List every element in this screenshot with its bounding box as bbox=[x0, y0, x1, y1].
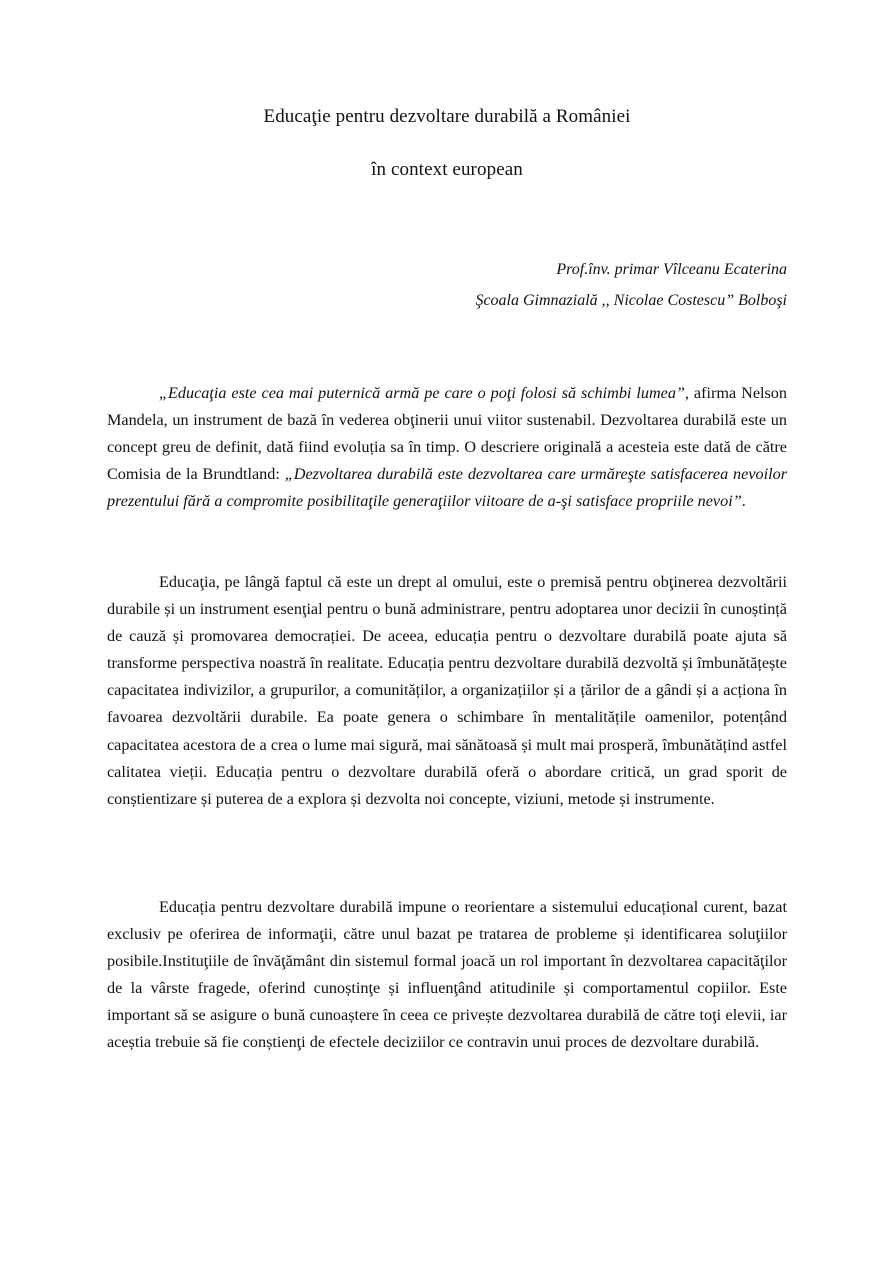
document-title: Educaţie pentru dezvoltare durabilă a României bbox=[263, 106, 631, 127]
mandela-quote: „Educaţia este cea mai puternică armă pe care o poţi folosi să schimbi lumea”, bbox=[159, 384, 689, 402]
author-name: Prof.înv. primar Vîlceanu Ecaterina bbox=[556, 261, 787, 278]
author-school: Şcoala Gimnazială ,, Nicolae Costescu” Bolboşi bbox=[475, 292, 787, 309]
brundtland-quote: „Dezvoltarea durabilă este dezvoltarea care urmăreşte satisfacerea nevoilor prezentului fără a compromite posibilitaţile generaţiilor viitoare de a-şi satisface propriile nevoi” bbox=[107, 465, 787, 511]
paragraph-1 bbox=[107, 380, 787, 515]
paragraph-3: Educația pentru dezvoltare durabilă impune o reorientare a sistemului educațional curent, bazat exclusiv pe oferirea de informaţii, către unul bazat pe tratarea de probleme și identificarea soluţiilor posibile.Instituţiile de învăţământ din sistemul formal joacă un rol important în dezvoltarea capacităţilor de la vârste fragede, oferind cunoștinţe și influenţând atitudinile și comportamentul copiilor. Este important să se asigure o bună cunoaștere în ceea ce privește dezvoltarea durabilă de către toţi elevii, iar aceștia trebuie să fie conștienţi de efectele deciziilor ce contravin unui proces de dezvoltare durabilă. bbox=[107, 898, 787, 1052]
paragraph-1-end: . bbox=[741, 492, 746, 511]
paragraph-1-text: afirma Nelson Mandela, un instrument de bază în vederea obţinerii unui viitor sustenabil. Dezvoltarea durabilă este un concept greu de definit, dată fiind evoluția sa în timp. O descriere originală a acesteia este dată de către Comisia de la Brundtland: bbox=[107, 384, 787, 484]
document-subtitle: în context european bbox=[371, 159, 523, 180]
paragraph-2: Educaţia, pe lângă faptul că este un drept al omului, este o premisă pentru obţinerea dezvoltării durabile și un instrument esenţial pentru o bună administrare, pentru adoptarea unor decizii în cunoștință de cauză și promovarea democrației. De aceea, educația pentru o dezvoltare durabilă poate ajuta să transforme perspectiva noastră în realitate. Educația pentru dezvoltare durabilă dezvoltă și îmbunătățește capacitatea indivizilor, a grupurilor, a comunităților, a organizațiilor și a țărilor de a gândi și a acționa în favoarea dezvoltării durabile. Ea poate genera o schimbare în mentalitățile oamenilor, potențând capacitatea acestora de a crea o lume mai sigură, mai sănătoasă și mult mai prosperă, îmbunătățind astfel calitatea vieții. Educația pentru o dezvoltare durabilă oferă o abordare critică, un grad sporit de conștientizare și puterea de a explora și dezvolta noi concepte, viziuni, metode și instrumente. bbox=[107, 573, 787, 808]
